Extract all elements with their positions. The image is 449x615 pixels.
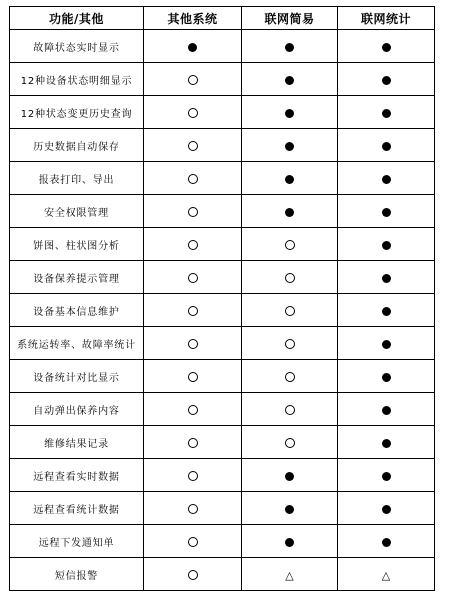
feature-comparison-document — [9, 6, 434, 591]
feature-comparison-table — [9, 6, 435, 591]
filled-circle-icon — [382, 538, 391, 547]
hollow-circle-icon — [188, 174, 198, 184]
feature-name: 系统运转率、故障率统计 — [10, 327, 144, 360]
hollow-circle-icon — [285, 339, 295, 349]
cell-network-stats — [338, 96, 435, 129]
cell-network-stats — [338, 360, 435, 393]
cell-network-simple — [242, 360, 338, 393]
table-row — [10, 459, 435, 492]
feature-name: 12种设备状态明细显示 — [10, 63, 144, 96]
cell-other-systems — [144, 525, 242, 558]
filled-circle-icon — [382, 142, 391, 151]
hollow-circle-icon — [188, 504, 198, 514]
feature-name: 远程查看统计数据 — [10, 492, 144, 525]
hollow-circle-icon — [285, 372, 295, 382]
triangle-icon: △ — [381, 568, 391, 582]
hollow-circle-icon — [188, 240, 198, 250]
cell-other-systems — [144, 558, 242, 591]
table-row — [10, 360, 435, 393]
cell-network-simple — [242, 492, 338, 525]
cell-network-stats — [338, 327, 435, 360]
cell-network-stats — [338, 558, 435, 591]
cell-network-simple — [242, 162, 338, 195]
cell-network-stats — [338, 525, 435, 558]
cell-network-simple — [242, 558, 338, 591]
cell-other-systems — [144, 195, 242, 228]
feature-name: 设备统计对比显示 — [10, 360, 144, 393]
table-row — [10, 294, 435, 327]
cell-network-stats — [338, 393, 435, 426]
hollow-circle-icon — [188, 306, 198, 316]
table-row — [10, 195, 435, 228]
cell-other-systems — [144, 426, 242, 459]
feature-name: 历史数据自动保存 — [10, 129, 144, 162]
hollow-circle-icon — [285, 438, 295, 448]
hollow-circle-icon — [188, 405, 198, 415]
filled-circle-icon — [382, 472, 391, 481]
cell-other-systems — [144, 492, 242, 525]
filled-circle-icon — [188, 43, 197, 52]
filled-circle-icon — [285, 109, 294, 118]
cell-other-systems — [144, 459, 242, 492]
feature-name: 饼图、柱状图分析 — [10, 228, 144, 261]
feature-name: 故障状态实时显示 — [10, 30, 144, 63]
triangle-icon: △ — [285, 568, 294, 582]
cell-network-simple — [242, 129, 338, 162]
table-row — [10, 558, 435, 591]
table-row — [10, 30, 435, 63]
filled-circle-icon — [285, 76, 294, 85]
header-network-stats: 联网统计 — [338, 7, 435, 30]
cell-other-systems — [144, 294, 242, 327]
hollow-circle-icon — [188, 339, 198, 349]
table-row — [10, 393, 435, 426]
table-row — [10, 492, 435, 525]
filled-circle-icon — [382, 109, 391, 118]
feature-name: 安全权限管理 — [10, 195, 144, 228]
feature-name: 自动弹出保养内容 — [10, 393, 144, 426]
hollow-circle-icon — [285, 273, 295, 283]
hollow-circle-icon — [188, 570, 198, 580]
feature-name: 设备保养提示管理 — [10, 261, 144, 294]
hollow-circle-icon — [285, 405, 295, 415]
hollow-circle-icon — [188, 207, 198, 217]
feature-name: 短信报警 — [10, 558, 144, 591]
table-row — [10, 63, 435, 96]
cell-other-systems — [144, 162, 242, 195]
filled-circle-icon — [382, 340, 391, 349]
cell-network-simple — [242, 228, 338, 261]
feature-name: 维修结果记录 — [10, 426, 144, 459]
filled-circle-icon — [382, 43, 391, 52]
header-feature: 功能/其他 — [10, 7, 144, 30]
cell-network-simple — [242, 327, 338, 360]
cell-network-simple — [242, 459, 338, 492]
cell-other-systems — [144, 96, 242, 129]
hollow-circle-icon — [188, 273, 198, 283]
table-body — [10, 30, 435, 591]
table-row — [10, 96, 435, 129]
cell-network-stats — [338, 228, 435, 261]
filled-circle-icon — [382, 175, 391, 184]
table-row — [10, 162, 435, 195]
filled-circle-icon — [382, 505, 391, 514]
table-row — [10, 129, 435, 162]
cell-network-simple — [242, 195, 338, 228]
cell-network-stats — [338, 261, 435, 294]
table-row — [10, 525, 435, 558]
cell-network-stats — [338, 294, 435, 327]
cell-network-simple — [242, 30, 338, 63]
filled-circle-icon — [382, 373, 391, 382]
feature-name: 远程查看实时数据 — [10, 459, 144, 492]
filled-circle-icon — [382, 406, 391, 415]
cell-other-systems — [144, 30, 242, 63]
feature-name: 报表打印、导出 — [10, 162, 144, 195]
filled-circle-icon — [285, 505, 294, 514]
cell-network-simple — [242, 393, 338, 426]
hollow-circle-icon — [188, 438, 198, 448]
cell-network-simple — [242, 525, 338, 558]
hollow-circle-icon — [188, 372, 198, 382]
filled-circle-icon — [285, 472, 294, 481]
table-row — [10, 426, 435, 459]
filled-circle-icon — [285, 538, 294, 547]
header-other-systems: 其他系统 — [144, 7, 242, 30]
table-row — [10, 228, 435, 261]
filled-circle-icon — [382, 274, 391, 283]
table-row — [10, 327, 435, 360]
cell-other-systems — [144, 360, 242, 393]
filled-circle-icon — [285, 175, 294, 184]
table-row — [10, 261, 435, 294]
cell-network-stats — [338, 162, 435, 195]
cell-network-stats — [338, 459, 435, 492]
cell-other-systems — [144, 63, 242, 96]
cell-network-simple — [242, 294, 338, 327]
hollow-circle-icon — [188, 108, 198, 118]
cell-network-simple — [242, 96, 338, 129]
cell-other-systems — [144, 228, 242, 261]
filled-circle-icon — [285, 208, 294, 217]
cell-other-systems — [144, 261, 242, 294]
hollow-circle-icon — [188, 75, 198, 85]
hollow-circle-icon — [188, 471, 198, 481]
cell-network-stats — [338, 492, 435, 525]
cell-other-systems — [144, 327, 242, 360]
cell-network-stats — [338, 129, 435, 162]
cell-network-simple — [242, 426, 338, 459]
hollow-circle-icon — [285, 240, 295, 250]
cell-network-simple — [242, 261, 338, 294]
filled-circle-icon — [285, 43, 294, 52]
cell-network-simple — [242, 63, 338, 96]
cell-other-systems — [144, 393, 242, 426]
feature-name: 12种状态变更历史查询 — [10, 96, 144, 129]
cell-network-stats — [338, 195, 435, 228]
feature-name: 远程下发通知单 — [10, 525, 144, 558]
filled-circle-icon — [382, 439, 391, 448]
filled-circle-icon — [382, 208, 391, 217]
filled-circle-icon — [382, 307, 391, 316]
cell-network-stats — [338, 30, 435, 63]
cell-other-systems — [144, 129, 242, 162]
filled-circle-icon — [285, 142, 294, 151]
hollow-circle-icon — [188, 537, 198, 547]
filled-circle-icon — [382, 76, 391, 85]
cell-network-stats — [338, 63, 435, 96]
hollow-circle-icon — [188, 141, 198, 151]
header-network-simple: 联网简易 — [242, 7, 338, 30]
filled-circle-icon — [382, 241, 391, 250]
feature-name: 设备基本信息维护 — [10, 294, 144, 327]
hollow-circle-icon — [285, 306, 295, 316]
cell-network-stats — [338, 426, 435, 459]
header-row — [10, 7, 435, 30]
